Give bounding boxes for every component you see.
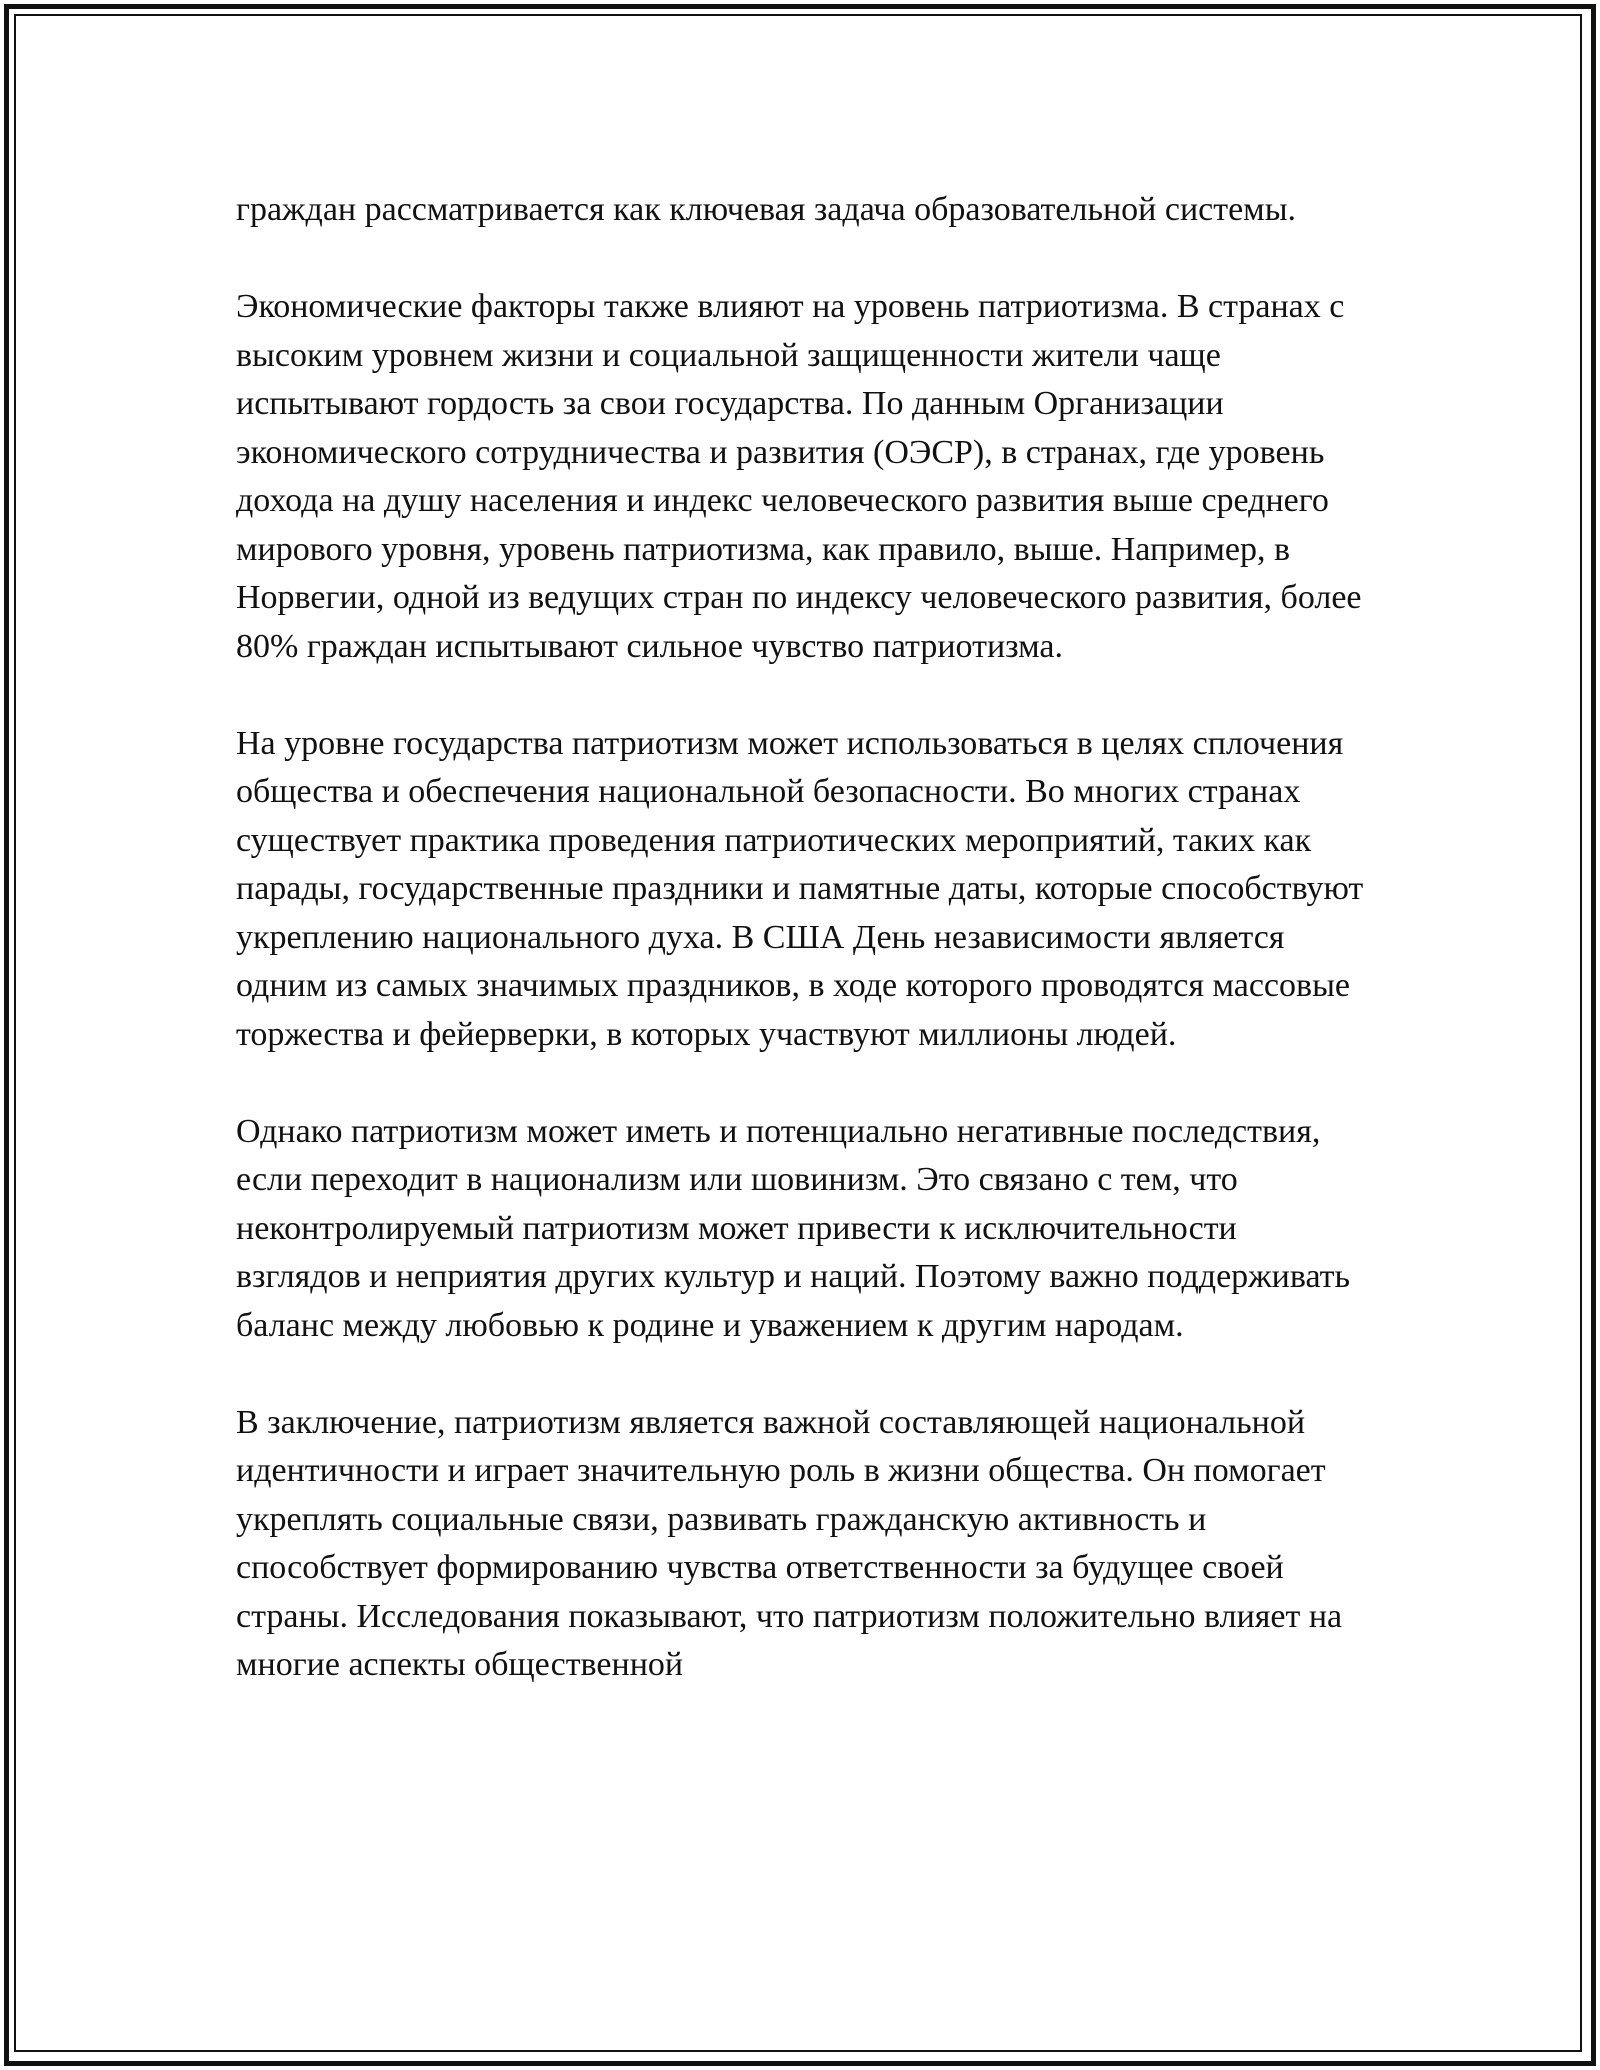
paragraph-3: На уровне государства патриотизм может использоваться в целях сплочения общества и обеспечения национальной безопасности. Во многих странах существует практика проведения патриотических мероприятий, таких как парады, государственные праздники и памятные даты, которые способствуют укреплению национального духа. В США День независимости является одним из самых значимых праздников, в ходе которого проводятся массовые торжества и фейерверки, в которых участвуют миллионы людей. (236, 724, 1364, 1053)
paragraph-1: граждан рассматривается как ключевая задача образовательной системы. (236, 191, 1297, 228)
paragraph-5: В заключение, патриотизм является важной составляющей национальной идентичности и играет значительную роль в жизни общества. Он помогает укреплять социальные связи, развивать гражданскую активность и способствует формированию чувства ответственности за будущее своей страны. Исследования показывают, что патриотизм положительно влияет на многие аспекты общественной (236, 1403, 1343, 1683)
paragraph-4: Однако патриотизм может иметь и потенциально негативные последствия, если переходит в национализм или шовинизм. Это связано с тем, что неконтролируемый патриотизм может привести к исключительности взглядов и неприятия других культур и наций. Поэтому важно поддерживать баланс между любовью к родине и уважением к другим народам. (236, 1112, 1351, 1344)
paragraph-2: Экономические факторы также влияют на уровень патриотизма. В странах с высоким уровнем жизни и социальной защищенности жители чаще испытывают гордость за свои государства. По данным Организации экономического сотрудничества и развития (ОЭСР), в странах, где уровень дохода на душу населения и индекс человеческого развития выше среднего мирового уровня, уровень патриотизма, как правило, выше. Например, в Норвегии, одной из ведущих стран по индексу человеческого развития, более 80% граждан испытывают сильное чувство патриотизма. (236, 288, 1362, 665)
document-body (236, 186, 1366, 1690)
